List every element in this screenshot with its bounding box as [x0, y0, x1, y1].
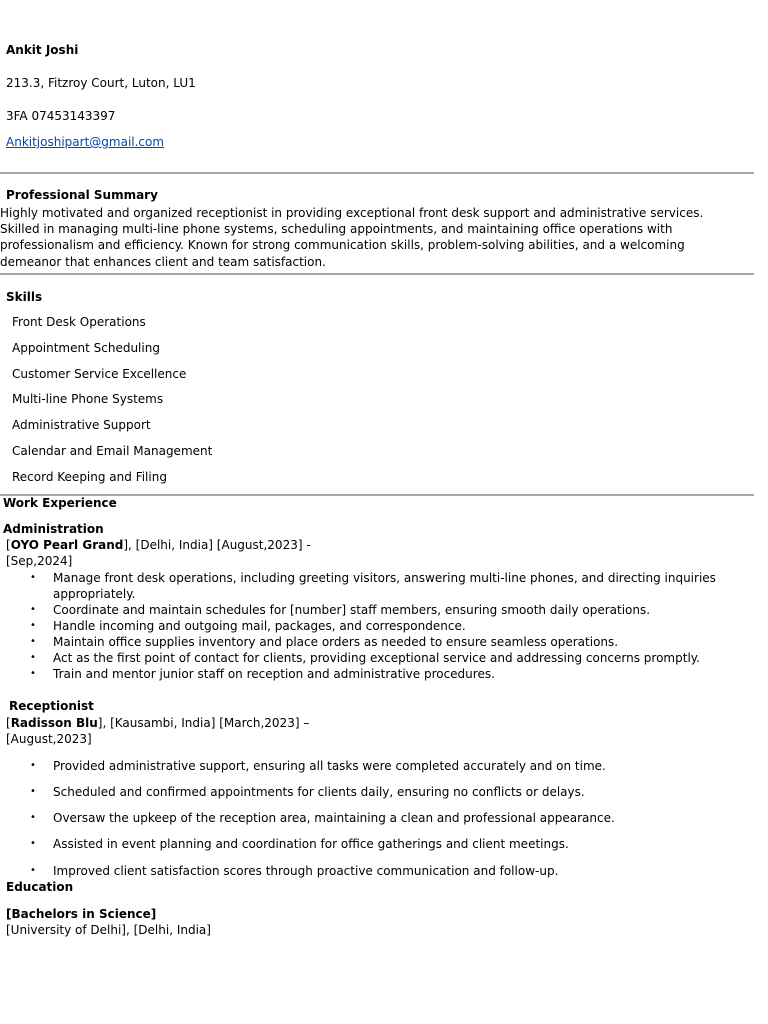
job-bullet: Oversaw the upkeep of the reception area, maintaining a clean and professional appearance.: [53, 811, 615, 825]
phone-number: 3FA 07453143397: [6, 109, 116, 123]
bullet-icon: •: [30, 652, 36, 663]
bullet-icon: •: [30, 838, 36, 849]
address: 213.3, Fitzroy Court, Luton, LU1: [6, 76, 196, 90]
summary-heading: Professional Summary: [6, 188, 158, 202]
candidate-name: Ankit Joshi: [6, 43, 79, 57]
section-divider: [0, 273, 754, 275]
experience-heading: Work Experience: [3, 496, 117, 510]
bullet-icon: •: [30, 668, 36, 679]
job-bullet: Improved client satisfaction scores through proactive communication and follow-up.: [53, 864, 559, 878]
job-bullet: Coordinate and maintain schedules for [number] staff members, ensuring smooth daily operations.: [53, 603, 651, 617]
skill-item: Multi-line Phone Systems: [12, 392, 164, 406]
skill-item: Record Keeping and Filing: [12, 470, 167, 484]
job-bullet: Train and mentor junior staff on reception and administrative procedures.: [53, 667, 495, 681]
bullet-icon: •: [30, 760, 36, 771]
job-bullet: Act as the first point of contact for clients, providing exceptional service and addressing concerns promptly.: [53, 651, 700, 665]
bullet-icon: •: [30, 572, 36, 583]
institution: [University of Delhi], [Delhi, India]: [6, 923, 211, 937]
job-title: Administration: [3, 522, 104, 536]
job-end-date: [Sep,2024]: [6, 554, 73, 568]
company-name: OYO Pearl Grand: [10, 538, 124, 552]
job-location-dates: ], [Kausambi, India] [March,2023] –: [97, 716, 310, 730]
job-details: [Radisson Blu], [Kausambi, India] [March,2023] –: [6, 716, 310, 730]
bullet-icon: •: [30, 604, 36, 615]
job-title: Receptionist: [9, 699, 94, 713]
company-name: Radisson Blu: [10, 716, 98, 730]
bullet-icon: •: [30, 865, 36, 876]
bullet-icon: •: [30, 636, 36, 647]
job-bullet: Handle incoming and outgoing mail, packages, and correspondence.: [53, 619, 466, 633]
job-details: [OYO Pearl Grand], [Delhi, India] [August,2023] -: [6, 538, 311, 552]
education-heading: Education: [6, 880, 74, 894]
summary-text: Highly motivated and organized receptionist in providing exceptional front desk support and administrative services. Skilled in managing multi-line phone systems, scheduling appointments, and maintaining office operations with professionalism and efficiency. Known for strong communication skills, problem-solving abilities, and a welcoming demeanor that enhances client and team satisfaction.: [0, 206, 704, 269]
job-bullet: Scheduled and confirmed appointments for clients daily, ensuring no conflicts or delays.: [53, 785, 585, 799]
job-end-date: [August,2023]: [6, 732, 92, 746]
job-bullet: Assisted in event planning and coordination for office gatherings and client meetings.: [53, 837, 569, 851]
skill-item: Front Desk Operations: [12, 315, 146, 329]
email-link[interactable]: Ankitjoshipart@gmail.com: [6, 135, 165, 149]
degree: [Bachelors in Science]: [6, 907, 157, 921]
skill-item: Administrative Support: [12, 418, 151, 432]
skills-heading: Skills: [6, 290, 43, 304]
section-divider: [0, 172, 754, 174]
skill-item: Calendar and Email Management: [12, 444, 213, 458]
job-bullet: Provided administrative support, ensuring all tasks were completed accurately and on time.: [53, 759, 606, 773]
skill-item: Appointment Scheduling: [12, 341, 160, 355]
skill-item: Customer Service Excellence: [12, 367, 187, 381]
bullet-icon: •: [30, 812, 36, 823]
bullet-icon: •: [30, 620, 36, 631]
job-bullet: Manage front desk operations, including greeting visitors, answering multi-line phones, and directing inquiries: [53, 571, 716, 585]
job-location-dates: ], [Delhi, India] [August,2023] -: [123, 538, 311, 552]
job-bullet-continuation: appropriately.: [53, 587, 136, 601]
job-bullet: Maintain office supplies inventory and place orders as needed to ensure seamless operations.: [53, 635, 619, 649]
bullet-icon: •: [30, 786, 36, 797]
